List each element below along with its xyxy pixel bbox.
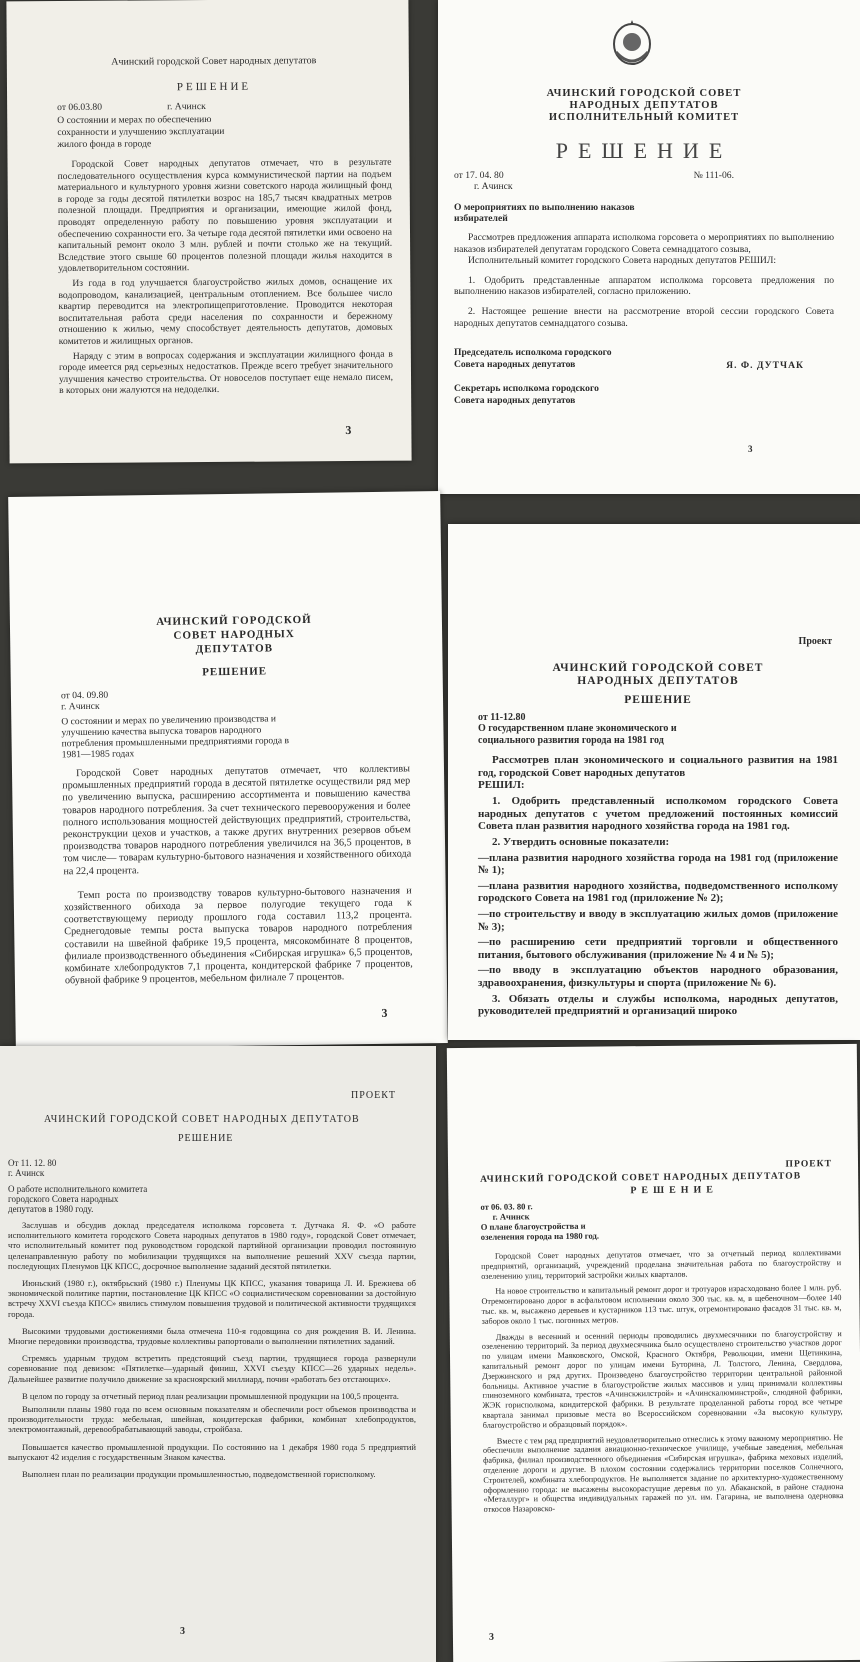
paragraph: Наряду с этим в вопросах содержания и эксплуатации жилищного фонда в городе имеется ряд серьезных недостатков. Прежде всего требует значительного улучшения качество строительства. От новоселов поступает еще немало писем, в которых они жалуются на недоделки. — [58, 348, 394, 397]
doc-city: г. Ачинск — [8, 1168, 45, 1178]
list-item: 1. Одобрить представленный исполкомом городского Совета народных депутатов с учетом предложений постоянных комиссий Совета план развития народного хозяйства города на 1981 год. — [478, 795, 838, 833]
paragraph: Выполнен план по реализации продукции промышленностью, подведомственной горисполкому. — [22, 1469, 376, 1480]
document-page-5 — [0, 1046, 436, 1662]
paragraph: Городской Совет народных депутатов отмечает, что в результате последовательного осуществления курса коммунистической партии на подъем материального и культурного уровня жизни советского народа жилищный фонд в городе за годы десятой пятилетки возрос на 185,7 тысяч квадратных метров полезной площади. Предприятия и организации, имеющие жилой фонд, проводят определенную работу по повышению уровня эксплуатации и обеспечению сохранности его. За четыре года десятой пятилетки ими освоено на капитальный ремонт около 3 млн. рублей и почти столько же на текущий. Вследствие этого свыше 60 процентов полезной площади жилья находится в удовлетворительном состоянии. — [57, 156, 393, 275]
project-label: Проект — [798, 636, 832, 647]
doc-date: От 11. 12. 80 — [8, 1158, 57, 1168]
list-item: —плана развития народного хозяйства города на 1981 год (приложение № 1); — [478, 851, 838, 877]
paragraph: В целом по городу за отчетный период план реализации промышленной продукции на 100,5 процента. — [22, 1390, 399, 1401]
doc-date: от 06.03.80 — [57, 101, 103, 114]
document-page-4 — [448, 524, 860, 1040]
org-name: АЧИНСКИЙ ГОРОДСКОЙ СОВЕТ НАРОДНЫХ ДЕПУТАТОВ ИСПОЛНИТЕЛЬНЫЙ КОМИТЕТ — [546, 88, 742, 123]
org-name: Ачинский городской Совет народных депутатов — [111, 55, 317, 68]
document-page-3 — [8, 491, 448, 1049]
paragraph: Рассмотрев предложения аппарата исполкома горсовета о мероприятиях по выполнению наказов избирателей депутатам городского Совета семнадцатого созыва, — [454, 232, 834, 255]
document-page-1 — [6, 0, 411, 463]
document-page-6 — [447, 1044, 860, 1662]
signature-role: Секретарь исполкома городского Совета народных депутатов — [454, 383, 599, 407]
page-number: 3 — [345, 423, 352, 438]
list-item: —по вводу в эксплуатацию объектов народного образования, здравоохранения, физкультуры и спорта (приложение № 6). — [478, 964, 838, 989]
heading: РЕШЕНИЕ — [178, 1133, 234, 1144]
doc-title: О состоянии и мерах по обеспечению сохранности и улучшению эксплуатации жилого фонда в городе — [57, 113, 225, 151]
paragraph: Вместе с тем ряд предприятий неудовлетворительно отнеслись к этому важному мероприятию. Не обеспечили выполнение задания авиационно-техническое училище, учебные заведения, мебельная фабрика, филиал производственного объединения «Сибирская игрушка», фабрика меховых изделий, отделение дороги и другие. В плохом состоянии содержались территории поселков Солнечного, Строителей, комбината хлебопродуктов. Не выполняется задание по архитектурно-художественному оформлению города: не высажены высокорастущие деревья по ул. Абаканской, в районе стадиона «Металлург» и общества индивидуальных гаражей по ул. им. Гагарина, не выполнена одерновка откосов Назаровско- — [482, 1432, 844, 1514]
signature-name: Я. Ф. ДУТЧАК — [726, 360, 804, 372]
paragraph: 2. Настоящее решение внести на рассмотрение второй сессии городского Совета народных депутатов семнадцатого созыва. — [454, 305, 834, 329]
doc-title: О государственном плане экономического и социального развития города на 1981 год — [478, 723, 677, 746]
doc-title: О плане благоустройства и озеленения города на 1980 год. — [480, 1220, 600, 1242]
paragraph: Высокими трудовыми достижениями была отмечена 110-я годовщина со дня рождения В. И. Ленина. Многие передовики производства, трудовые коллективы рапортовали о выполнении пятилетних заданий. — [8, 1325, 416, 1347]
paragraph: Городской Совет народных депутатов отмечает, что за отчетный период коллективами предприятий, организаций, учреждений проделана значительная работа по благоустройству и озеленению улиц, территорий застройки жилых кварталов. — [481, 1248, 842, 1281]
list-item: 3. Обязать отделы и службы исполкома, народных депутатов, руководителей предприятий и организаций широко — [478, 992, 838, 1018]
doc-city: г. Ачинск — [61, 700, 100, 713]
heading: РЕШЕНИЕ — [202, 665, 268, 679]
doc-date: от 04. 09.80 — [60, 689, 109, 702]
doc-title: О состоянии и мерах по увеличению производства и улучшению качества выпуска товаров народного потребления промышленными предприятиями города в 1981—1985 годах — [61, 713, 290, 761]
org-name: АЧИНСКИЙ ГОРОДСКОЙ СОВЕТ НАРОДНЫХ ДЕПУТАТОВ — [44, 1114, 360, 1125]
org-name: АЧИНСКИЙ ГОРОДСКОЙ СОВЕТ НАРОДНЫХ ДЕПУТАТОВ — [480, 1170, 802, 1185]
org-name: АЧИНСКИЙ ГОРОДСКОЙ СОВЕТ НАРОДНЫХ ДЕПУТАТОВ — [552, 662, 764, 687]
heading: РЕШЕНИЕ — [176, 80, 252, 94]
doc-title: О работе исполнительного комитета городского Совета народных депутатов в 1980 году. — [8, 1184, 148, 1214]
paragraph: Из года в год улучшается благоустройство жилых домов, оснащение их водопроводом, канализацией, центральным отоплением. Все большее число квартир переводится на электропищеприготовление. Проводится некоторая воспитательная работа среди населения по сохранности и бережному отношению к жилью, чему способствует деятельность депутатов, домовых комитетов и жилищных органов. — [58, 275, 393, 347]
decided-label: РЕШИЛ: — [478, 779, 525, 792]
paragraph: 1. Одобрить представленные аппаратом исполкома горсовета предложения по выполнению наказов избирателей, согласно приложению. — [454, 274, 834, 298]
heading: РЕШЕНИЕ — [630, 1184, 718, 1197]
page-number: 3 — [381, 1005, 388, 1020]
doc-date: от 06. 03. 80 г. — [480, 1201, 533, 1212]
page-number: 3 — [488, 1631, 495, 1643]
doc-city: г. Ачинск — [167, 101, 206, 113]
paragraph: Повышается качество промышленной продукции. По состоянию на 1 декабря 1980 года 5 предприятий выпускают 42 изделия с государственным Знаком качества. — [8, 1441, 416, 1462]
paragraph: Выполнили планы 1980 года по всем основным показателям и обеспечили рост объемов производства и производительности труда: мебельная, швейная, кондитерская фабрики, комбинат хлебопродуктов, электромонтажный, деревообрабатывающий заводы, стройбаза. — [8, 1404, 416, 1435]
paragraph: Темп роста по производству товаров культурно-бытового назначения и хозяйственного обихода за первое полугодие текущего года к соответствующему периоду прошлого года составил 113,2 процента. Среднегодовые темпы роста выпуска товаров народного потребления составили на швейной фабрике 19,5 процента, мясокомбинате 8 процентов, филиале производственного объединения «Сибирская игрушка» 6,5 процентов, комбинате хлебопродуктов 7,1 процента, кондитерской фабрике 7 процентов, обувной фабрике 9 процентов, мебельном филиале 7 процентов. — [63, 885, 413, 987]
emblem-icon — [608, 18, 656, 74]
list-item: —плана развития народного хозяйства, подведомственного исполкому городского Совета на 1981 год (приложение № 2); — [478, 879, 838, 905]
list-item: 2. Утвердить основные показатели: — [492, 835, 670, 848]
heading: РЕШЕНИЕ — [624, 694, 692, 706]
document-page-2 — [438, 0, 860, 494]
paragraph: Исполнительный комитет городского Совета народных депутатов РЕШИЛ: — [468, 255, 777, 267]
page-number: 3 — [180, 1626, 185, 1637]
intro-text: Рассмотрев план экономического и социального развития на 1981 год, городской Совет народных депутатов — [478, 754, 838, 779]
paragraph: Дважды в весенний и осенний периоды проводились двухмесячники по благоустройству и озеленению территорий. За период двухмесячника было осуществлено строительство участков дорог по улицам имени Маяковского, Омской, Красного Октября, Революции, имени Щетинкина, капитальный ремонт дорог по улицам имени Буторина, Л. Толстого, Ленина, Свердлова, Дзержинского и ряд других. Произведено благоустройство территории центральной районной больницы. Активное участие в благоустройстве жилых массивов и улиц принимали коллективы глиноземного комбината, трестов «Ачинскжилстрой» и «Ачинскалюминстрой», слюдяной фабрики, ЖЭК горисполкома, кондитерской фабрики. В результате проделанной работы город все четыре квартала занимал призовые места во Всероссийском соревновании «За высокую культуру, благоустройство и образцовый порядок». — [481, 1328, 843, 1430]
page-number: 3 — [748, 444, 753, 454]
paragraph: Заслушав и обсудив доклад председателя исполкома горсовета т. Дутчака Я. Ф. «О работе исполнительного комитета городского Совета народных депутатов в 1980 году», городской Совет отмечает, что исполнительный комитет под руководством городской партийной организации проводил постоянную целенаправленную работу по мобилизации трудящихся на выполнение решений XXV съезда партии, последующих Пленумов ЦК КПСС, досрочное выполнение заданий десятой пятилетки. — [8, 1220, 416, 1271]
doc-city: г. Ачинск — [474, 181, 513, 192]
project-label: ПРОЕКТ — [785, 1158, 833, 1170]
project-label: ПРОЕКТ — [350, 1090, 396, 1101]
doc-city: г. Ачинск — [492, 1211, 530, 1222]
paragraph: Стремясь ударным трудом встретить предстоящий съезд партии, трудящиеся города развернули соревнование под девизом: «Пятилетке—ударный финиш, XXVI съезду КПСС—26 ударных недель». Дальнейшее развитие получило движение за красноярский миллиард, почин «работать без отстающих». — [8, 1353, 416, 1384]
paragraph: Июньский (1980 г.), октябрьский (1980 г.) Пленумы ЦК КПСС, указания товарища Л. И. Брежнева об экономической политике партии, постановление ЦК КПСС «О социалистическом соревновании за достойную встречу XXVI съезда КПСС» явились стимулом повышения трудовой и политической активности трудящихся города. — [8, 1278, 416, 1319]
doc-date: от 11-12.80 — [478, 712, 526, 723]
list-item: —по строительству и вводу в эксплуатацию жилых домов (приложение № 3); — [478, 907, 838, 933]
paragraph: На новое строительство и капитальный ремонт дорог и тротуаров израсходовано более 1 млн. руб. Отремонтировано дорог в асфальтовом исполнении около 300 тыс. кв. м, в щебеночном—более 140 тыс. кв. м, высажено деревьев и кустарников 113 тыс. штук, отремонтировано фасадов 31 тыс. кв. м, заборов около 1 тыс. погонных метров. — [481, 1283, 842, 1326]
doc-title: О мероприятиях по выполнению наказов избирателей — [454, 202, 635, 224]
paragraph: Городской Совет народных депутатов отмечает, что коллективы промышленных предприятий города в десятой пятилетке осуществили ряд мер по увеличению выпуска, расширению ассортимента и повышению качества товаров народного потребления. За счет технического перевооружения и более полного использования мощностей действующих предприятий, строительства, реконструкции цехов и участков, а также других внутренних резервов объем производства товаров народного потребления увеличился на 36,5 процентов, в том числе— товарам культурно-бытового назначения и хозяйственного обихода на 22,4 процента. — [62, 763, 412, 877]
signature-role: Председатель исполкома городского Совета народных депутатов — [454, 347, 612, 371]
list-item: —по расширению сети предприятий торговли и общественного питания, бытового обслуживания (приложение № 4 и № 5); — [478, 936, 838, 961]
heading: РЕШЕНИЕ — [555, 138, 733, 163]
org-name: АЧИНСКИЙ ГОРОДСКОЙ СОВЕТ НАРОДНЫХ ДЕПУТАТОВ — [156, 613, 312, 656]
doc-date: от 17. 04. 80 — [454, 170, 504, 181]
doc-number: № 111-06. — [693, 170, 734, 181]
